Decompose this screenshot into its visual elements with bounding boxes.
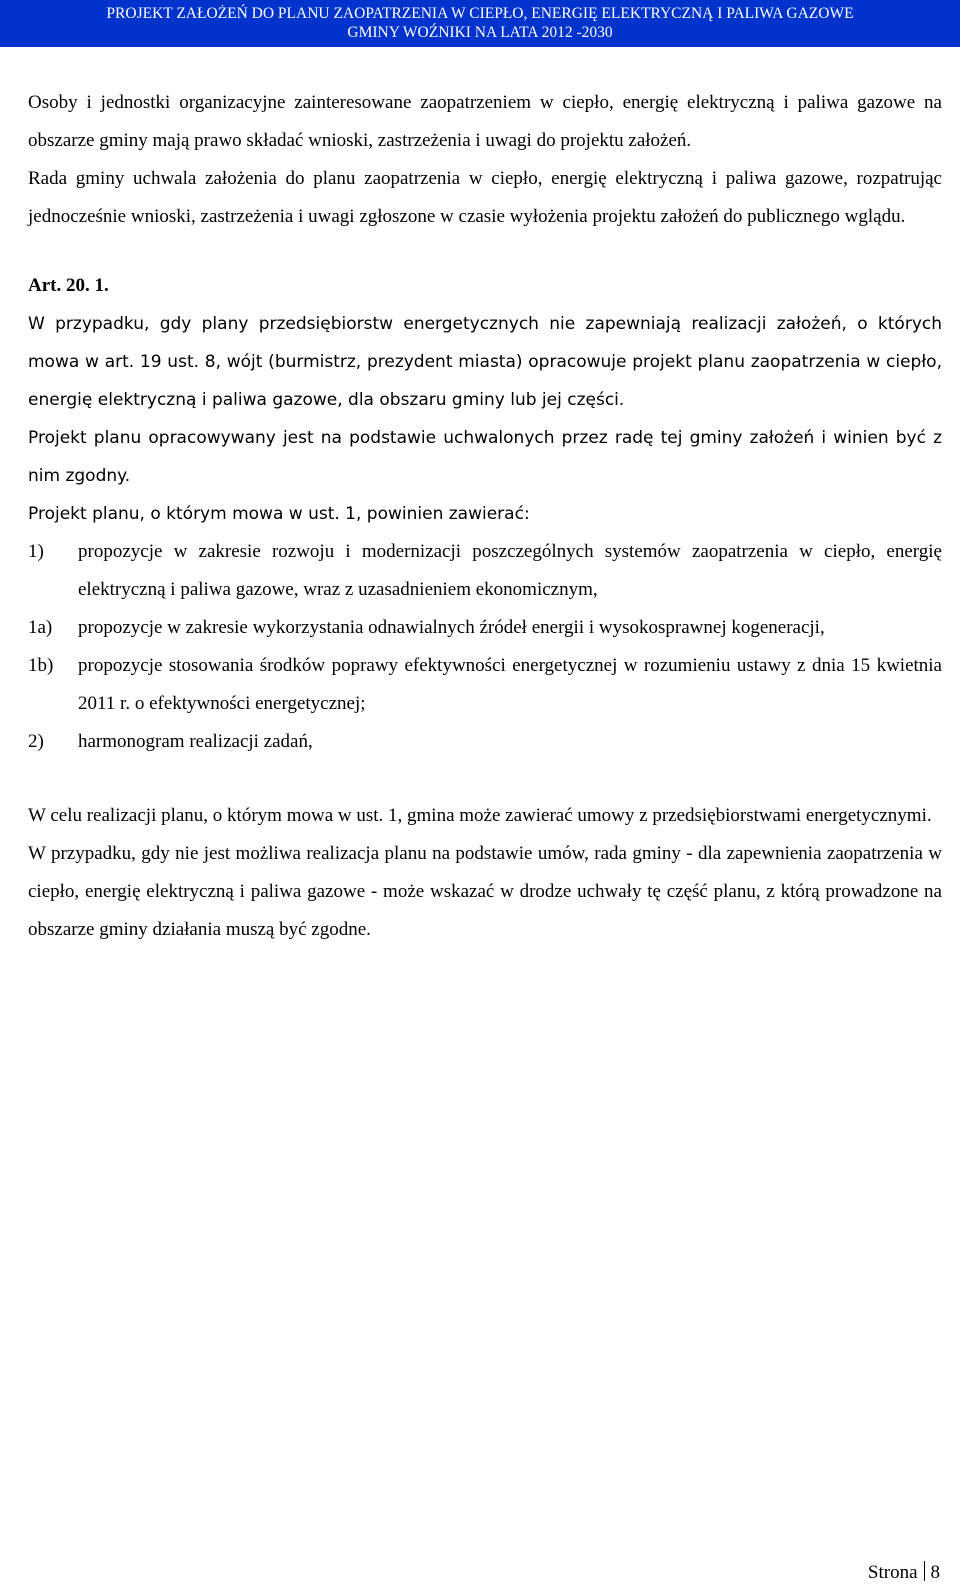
list-marker: 2) (28, 731, 44, 752)
list-item (28, 647, 942, 723)
document-header (0, 0, 960, 47)
list-item-text: harmonogram realizacji zadań, (78, 731, 313, 752)
spacer (28, 236, 942, 267)
header-title-line2: GMINY WOŹNIKI NA LATA 2012 -2030 (347, 24, 613, 41)
footer-separator (924, 1561, 925, 1581)
list-marker: 1b) (28, 655, 54, 676)
list-item (28, 533, 942, 609)
paragraph-3: W przypadku, gdy plany przedsiębiorstw energetycznych nie zapewniają realizacji założeń, o których mowa w art. 19 ust. 8, wójt (burmistrz, prezydent miasta) opracowuje projekt planu zaopatrzenia w ciepło, energię elektryczną i paliwa gazowe, dla obszaru gminy lub jej części. (28, 314, 942, 410)
list-marker: 1a) (28, 617, 53, 638)
paragraph-2: Rada gminy uchwala założenia do planu zaopatrzenia w ciepło, energię elektryczną i paliwa gazowe, rozpatrując jednocześnie wnioski, zastrzeżenia i uwagi zgłoszone w czasie wyłożenia projektu założeń do publicznego wglądu. (28, 168, 942, 227)
list-marker: 1) (28, 541, 44, 562)
paragraph-5: Projekt planu, o którym mowa w ust. 1, powinien zawierać: (28, 504, 530, 524)
paragraph-4: Projekt planu opracowywany jest na podstawie uchwalonych przez radę tej gminy założeń i winien być z nim zgodny. (28, 428, 942, 486)
document-body (28, 84, 942, 949)
paragraph-1: Osoby i jednostki organizacyjne zainteresowane zaopatrzeniem w ciepło, energię elektryczną i paliwa gazowe na obszarze gminy mają prawo składać wnioski, zastrzeżenia i uwagi do projektu założeń. (28, 92, 942, 151)
header-title-line1: PROJEKT ZAŁOŻEŃ DO PLANU ZAOPATRZENIA W CIEPŁO, ENERGIĘ ELEKTRYCZNĄ I PALIWA GAZOWE (106, 5, 854, 22)
paragraph-7: W przypadku, gdy nie jest możliwa realizacja planu na podstawie umów, rada gminy - dla zapewnienia zaopatrzenia w ciepło, energię elektryczną i paliwa gazowe - może wskazać w drodze uchwały tę część planu, z którą prowadzone na obszarze gminy działania muszą być zgodne. (28, 843, 942, 940)
page-number: 8 (930, 1562, 940, 1583)
spacer (28, 761, 942, 797)
list-item-text: propozycje w zakresie wykorzystania odnawialnych źródeł energii i wysokosprawnej kogeneracji, (78, 617, 825, 638)
list-item (28, 609, 942, 647)
page-label: Strona (867, 1562, 918, 1583)
list-item-text: propozycje w zakresie rozwoju i modernizacji poszczególnych systemów zaopatrzenia w ciepło, energię elektryczną i paliwa gazowe, wraz z uzasadnieniem ekonomicznym, (78, 541, 942, 600)
list-item-text: propozycje stosowania środków poprawy efektywności energetycznej w rozumieniu ustawy z dnia 15 kwietnia 2011 r. o efektywności energetycznej; (78, 655, 942, 714)
list-item (28, 723, 942, 761)
paragraph-6: W celu realizacji planu, o którym mowa w ust. 1, gmina może zawierać umowy z przedsiębiorstwami energetycznymi. (28, 805, 932, 826)
requirements-list (28, 533, 942, 761)
article-heading: Art. 20. 1. (28, 275, 109, 296)
page-footer (868, 1561, 940, 1585)
